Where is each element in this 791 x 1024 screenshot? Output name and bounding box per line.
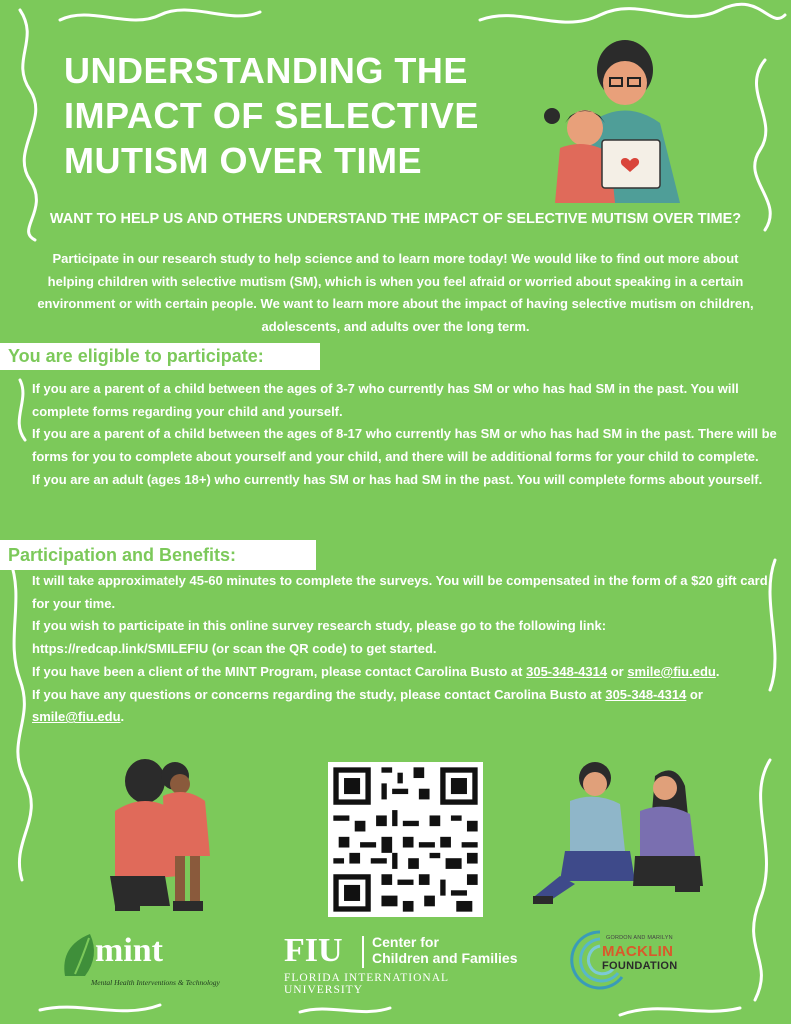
period-text: . [120,709,125,725]
macklin-name: MACKLIN [602,943,674,960]
mint-name: mint [95,932,163,969]
email-link[interactable]: smile@fiu.edu [627,663,716,679]
or-text: or [607,663,628,679]
list-item: If you are an adult (ages 18+) who currently has SM or has had SM in the past. You will complete forms about yourself. [32,471,763,487]
macklin-foundation-logo [570,925,705,997]
benefits-list [32,570,780,729]
phone-link[interactable]: 305-348-4314 [526,663,608,679]
title-line: UNDERSTANDING THE [64,50,468,91]
list-item: It will take approximately 45-60 minutes to complete the surveys. You will be compensated in the form of a $20 gift card for your time. [32,573,768,611]
fiu-divider [362,936,364,968]
eligible-heading: You are eligible to participate: [0,343,320,370]
fiu-center-name [372,934,517,966]
qr-code[interactable] [328,762,483,917]
list-item [32,684,780,729]
macklin-top-text: GORDON AND MARILYN [606,935,673,941]
fiu-logo [284,930,529,996]
fiu-center-line: Center for [372,934,439,950]
mint-subtitle: Mental Health Interventions & Technology [91,978,220,987]
fiu-name: FIU [284,932,343,969]
list-item: If you are a parent of a child between the ages of 3-7 who currently has SM or who has had SM in the past. You will complete forms regarding your child and yourself. [32,381,739,419]
period-text: . [715,663,720,679]
phone-link[interactable]: 305-348-4314 [605,686,687,702]
contact-text: If you have been a client of the MINT Program, please contact Carolina Busto at [32,663,527,679]
adult-comforting-illustration [525,756,715,911]
fiu-university: FLORIDA INTERNATIONAL UNIVERSITY [284,972,449,996]
fiu-center-line: Children and Families [372,950,518,966]
or-text: or [686,686,703,702]
question-heading: WANT TO HELP US AND OTHERS UNDERSTAND THE IMPACT OF SELECTIVE MUTISM OVER TIME? [49,211,742,227]
eligibility-list [32,378,780,492]
contact-text: If you have any questions or concerns regarding the study, please contact Carolina Busto at [32,686,606,702]
macklin-foundation-text: FOUNDATION [602,960,678,972]
mint-logo [55,926,260,992]
email-link[interactable]: smile@fiu.edu [32,709,121,725]
title-line: IMPACT OF SELECTIVE [64,95,479,136]
list-item: If you wish to participate in this online survey research study, please go to the following link: https://redcap.link/SMILEFIU (or scan the QR code) to get started. [32,618,607,657]
benefits-heading: Participation and Benefits: [0,540,316,570]
list-item: If you are a parent of a child between the ages of 8-17 who currently has SM or who has had SM in the past. There will be forms for you to complete about yourself and your child, and there will be additional forms for your child to complete. [32,426,777,465]
page-title [64,48,504,183]
list-item [32,661,780,684]
title-line: MUTISM OVER TIME [64,140,422,181]
mother-child-laptop-illustration [530,28,730,203]
intro-paragraph: Participate in our research study to help science and to learn more today! We would like to find out more about helping children with selective mutism (SM), which is when you feel afraid or worried about speaking in a certain environment or with certain people. We want to learn more about the impact of having selective mutism on children, adolescents, and adults over the long term. [37,251,754,334]
parent-hugging-child-illustration [95,756,235,921]
